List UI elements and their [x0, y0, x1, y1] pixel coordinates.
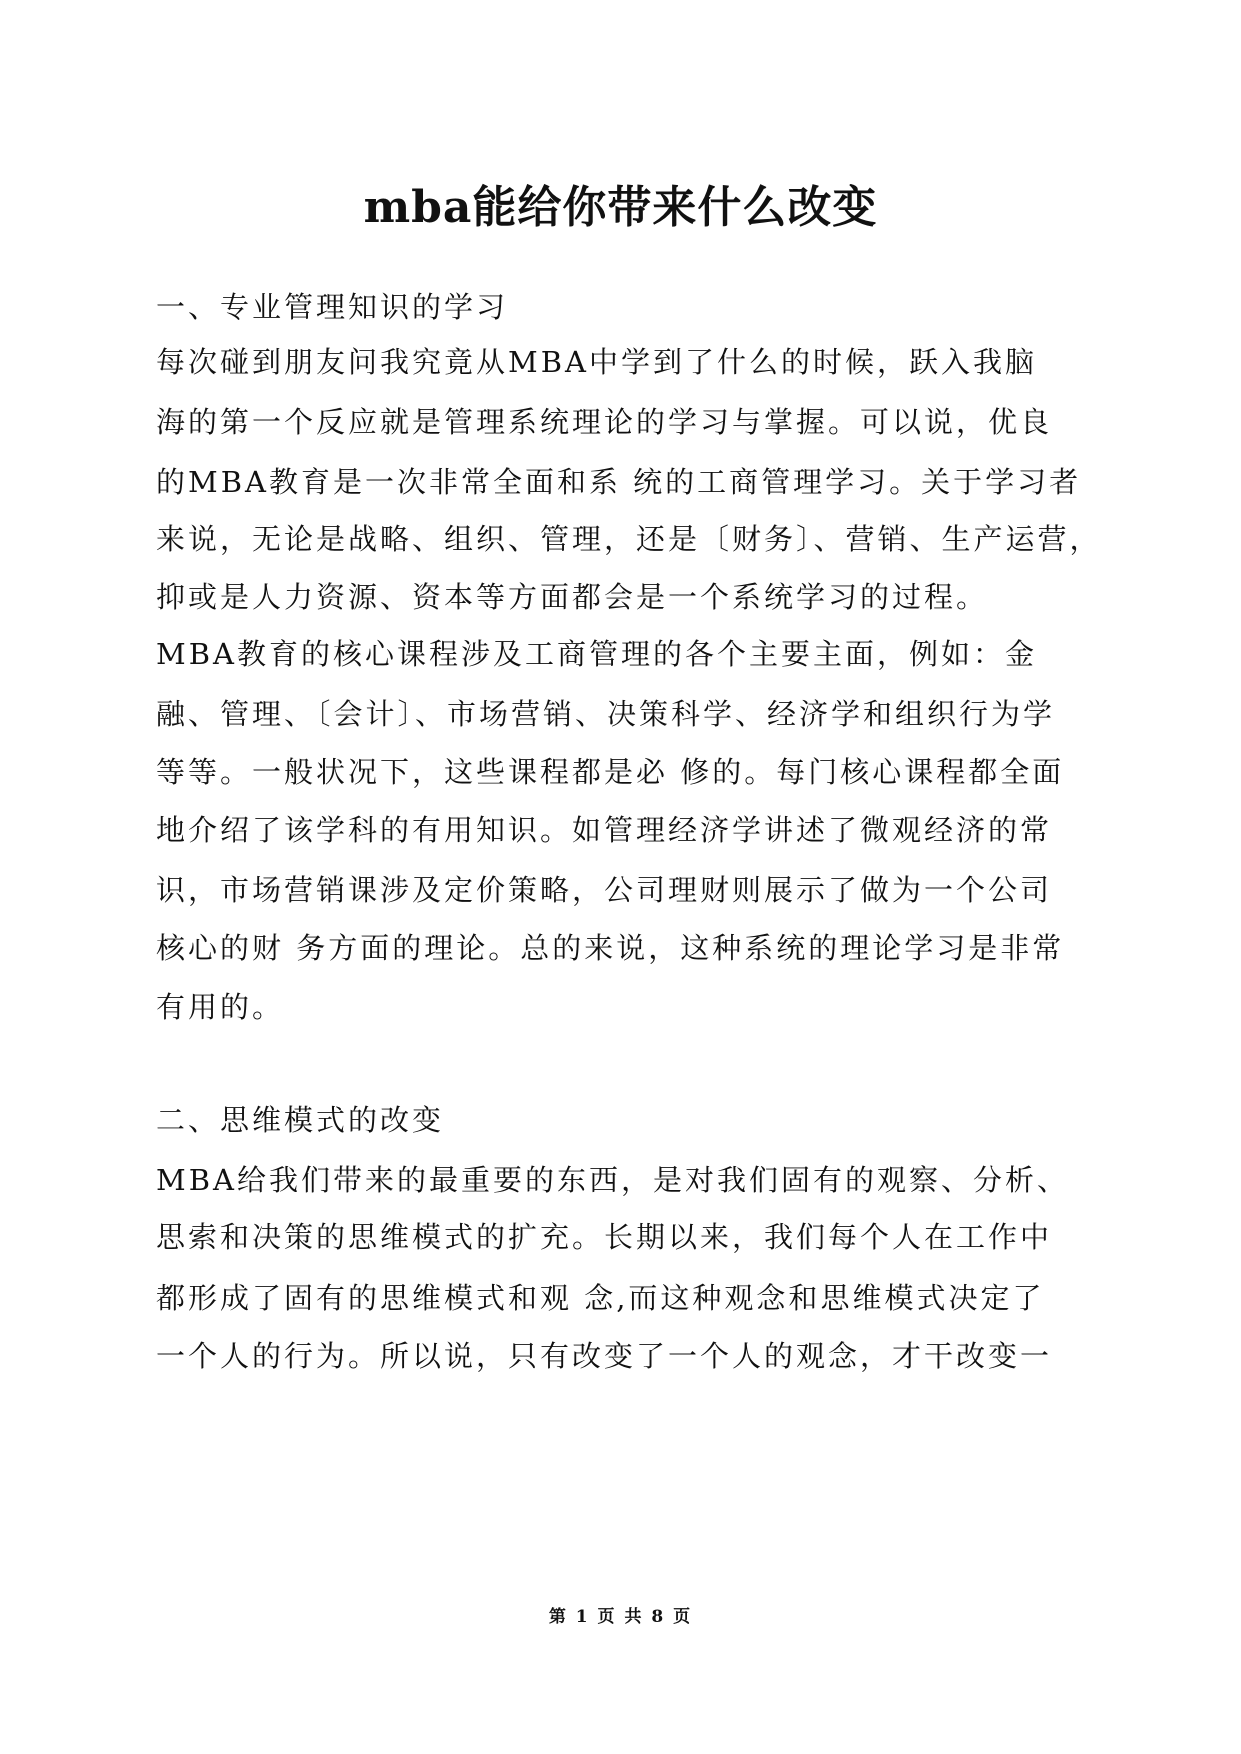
paragraph-line: 的MBA教育是一次非常全面和系 统的工商管理学习。关于学习者 [156, 465, 1082, 499]
paragraph-line: 海的第一个反应就是管理系统理论的学习与掌握。可以说，优良 [156, 405, 1053, 439]
paragraph-line: 地介绍了该学科的有用知识。如管理经济学讲述了微观经济的常 [156, 813, 1053, 847]
section-heading: 一、专业管理知识的学习 [156, 290, 509, 324]
page-number-footer: 第 1 页 共 8 页 [548, 1607, 693, 1627]
paragraph-line: 抑或是人力资源、资本等方面都会是一个系统学习的过程。 [156, 580, 989, 614]
paragraph-line: 识，市场营销课涉及定价策略，公司理财则展示了做为一个公司 [156, 873, 1053, 907]
paragraph-line: 思索和决策的思维模式的扩充。长期以来，我们每个人在工作中 [156, 1220, 1053, 1254]
paragraph-line: 每次碰到朋友问我究竟从MBA中学到了什么的时候，跃入我脑 [156, 345, 1037, 379]
section-heading: 二、思维模式的改变 [156, 1103, 445, 1137]
paragraph-line: 核心的财 务方面的理论。总的来说，这种系统的理论学习是非常 [156, 931, 1065, 965]
paragraph-line: 来说，无论是战略、组织、管理，还是〔财务〕、营销、生产运营， [156, 522, 1102, 556]
paragraph-line: 一个人的行为。所以说，只有改变了一个人的观念，才干改变一 [156, 1339, 1053, 1373]
paragraph-line: MBA给我们带来的最重要的东西，是对我们固有的观察、分析、 [156, 1163, 1069, 1197]
paragraph-line: 融、管理、〔会计〕、市场营销、决策科学、经济学和组织行为学 [156, 697, 1056, 731]
document-title: mba能给你带来什么改变 [363, 182, 878, 233]
paragraph-line: 都形成了固有的思维模式和观 念,而这种观念和思维模式决定了 [156, 1281, 1045, 1315]
paragraph-line: 等等。一般状况下，这些课程都是必 修的。每门核心课程都全面 [156, 755, 1065, 789]
paragraph-line: 有用的。 [156, 990, 285, 1024]
paragraph-line: MBA教育的核心课程涉及工商管理的各个主要主面，例如：金 [156, 637, 1037, 671]
